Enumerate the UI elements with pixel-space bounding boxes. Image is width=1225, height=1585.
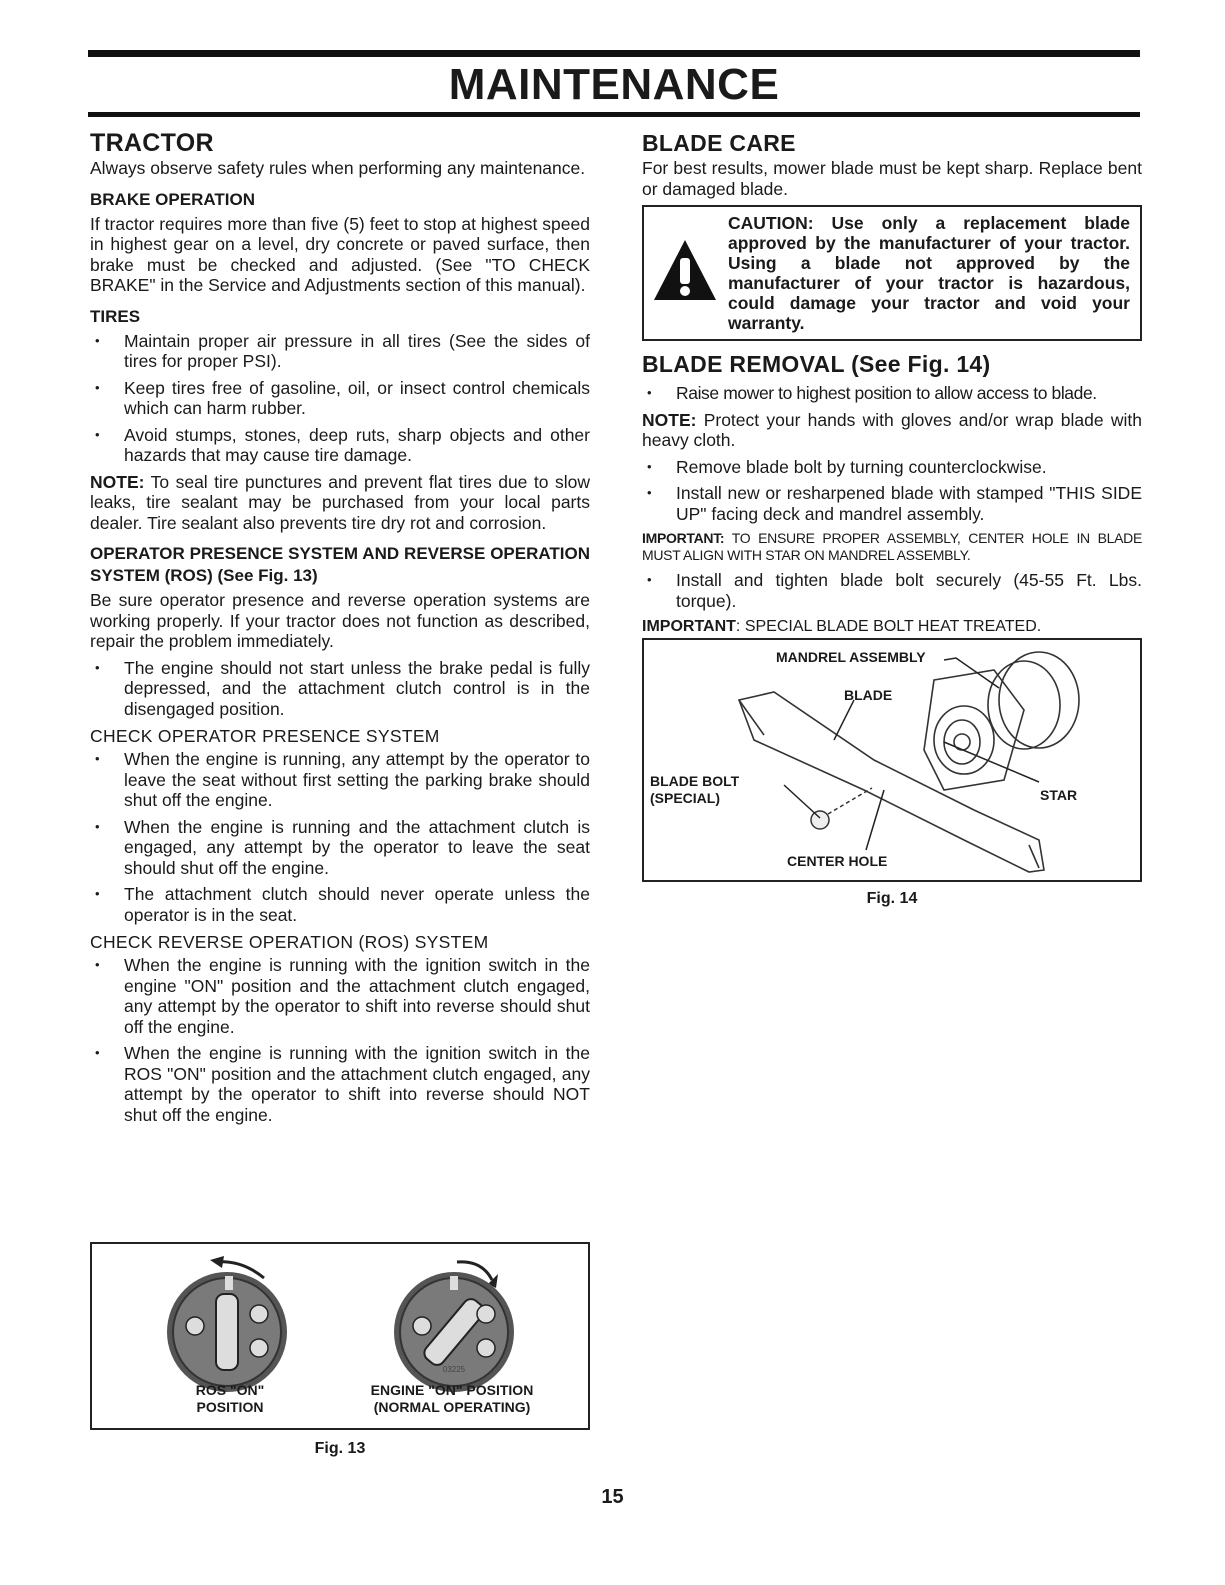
list-item: • When the engine is running, any attempt by the operator to leave the seat without first setting the parking brake should shut off the engine. <box>90 749 590 811</box>
ignition-switch-figure <box>92 1244 588 1428</box>
fig14-illustration <box>642 638 1142 882</box>
blade-assembly-figure <box>644 640 1140 880</box>
list-item: • When the engine is running and the attachment clutch is engaged, any attempt by the operator to leave the seat should shut off the engine. <box>90 817 590 879</box>
important-label: IMPORTANT: <box>642 530 725 546</box>
check-ops-heading: CHECK OPERATOR PRESENCE SYSTEM <box>90 726 440 746</box>
tires-heading: TIRES <box>90 306 141 326</box>
page-number: 15 <box>601 1486 624 1508</box>
list-item: • The attachment clutch should never operate unless the operator is in the seat. <box>90 884 590 925</box>
note-label: NOTE: <box>90 471 145 492</box>
left-column <box>90 128 590 1131</box>
ros-on-label: ROS "ON" <box>195 1382 265 1398</box>
mandrel-icon <box>924 652 1079 790</box>
blade-icon <box>739 692 1044 872</box>
fig13-caption: Fig. 13 <box>314 1440 366 1457</box>
ros-position-label: POSITION <box>196 1399 264 1415</box>
right-column <box>642 128 1142 644</box>
list-item: • When the engine is running with the ignition switch in the engine "ON" position and the attachment clutch engaged, any attempt by the operator to shift into reverse should shut off the engine. <box>90 955 590 1037</box>
blade-removal-heading: BLADE REMOVAL (See Fig. 14) <box>642 351 991 377</box>
page-title: MAINTENANCE <box>448 60 780 109</box>
blade-removal-list-3 <box>642 570 1142 611</box>
blade-label: BLADE <box>844 687 893 703</box>
list-item: • When the engine is running with the ignition switch in the ROS "ON" position and the attachment clutch engaged, any attempt by the operator to shift into reverse should NOT shut off the engine. <box>90 1043 590 1125</box>
important-heat-treated <box>642 617 1142 638</box>
brake-text: If tractor requires more than five (5) feet to stop at highest speed in highest gear on a level, dry concrete or paved surface, then brake must be checked and adjusted. (See "TO CHECK BRAKE" in the Service and Adjustments section of this manual). <box>90 213 590 295</box>
blade-removal-list-1 <box>642 383 1142 404</box>
check-ops-list <box>90 749 590 925</box>
list-item: • The engine should not start unless the brake pedal is fully depressed, and the attachment clutch control is in the disengaged position. <box>90 658 590 720</box>
engine-on-label: ENGINE "ON" POSITION <box>370 1382 534 1398</box>
ros-switch-icon <box>167 1256 287 1392</box>
figure-code: 03225 <box>442 1365 466 1374</box>
note-label: NOTE: <box>642 409 697 430</box>
list-item: • Install and tighten blade bolt securely (45-55 Ft. Lbs. torque). <box>642 570 1142 611</box>
important-text: TO ENSURE PROPER ASSEMBLY, CENTER HOLE IN BLADE MUST ALIGN WITH STAR ON MANDREL ASSEMBLY. <box>642 530 1142 563</box>
important-label: IMPORTANT <box>642 618 736 635</box>
ops-text: Be sure operator presence and reverse operation systems are working properly. If your tractor does not function as described, repair the problem immediately. <box>90 590 590 651</box>
list-item: • Avoid stumps, stones, deep ruts, sharp objects and other hazards that may cause tire damage. <box>90 425 590 466</box>
ops-list <box>90 658 590 720</box>
tires-list <box>90 331 590 466</box>
check-ros-heading: CHECK REVERSE OPERATION (ROS) SYSTEM <box>90 932 489 952</box>
star-label: STAR <box>1040 787 1078 803</box>
normal-operating-label: (NORMAL OPERATING) <box>373 1399 531 1415</box>
center-hole-label: CENTER HOLE <box>787 853 888 869</box>
list-item: • Install new or resharpened blade with stamped "THIS SIDE UP" facing deck and mandrel assembly. <box>642 483 1142 524</box>
blade-removal-list-2 <box>642 457 1142 525</box>
blade-care-heading: BLADE CARE <box>642 130 796 156</box>
important-center-hole <box>642 530 1142 564</box>
important-text: : SPECIAL BLADE BOLT HEAT TREATED. <box>735 618 1042 635</box>
header-rule-bottom <box>88 112 1140 117</box>
tractor-heading: TRACTOR <box>90 129 214 157</box>
mandrel-assembly-label: MANDREL ASSEMBLY <box>776 649 926 665</box>
blade-care-text: For best results, mower blade must be kept sharp. Replace bent or damaged blade. <box>642 158 1142 199</box>
note-text: Protect your hands with gloves and/or wrap blade with heavy cloth. <box>642 409 1142 450</box>
blade-removal-note <box>642 410 1142 451</box>
blade-bolt-label: BLADE BOLT <box>650 773 740 789</box>
blade-bolt-special-label: (SPECIAL) <box>650 790 720 806</box>
list-item: • Remove blade bolt by turning counterclockwise. <box>642 457 1142 478</box>
header-rule-top <box>88 50 1140 57</box>
warning-icon <box>650 236 728 311</box>
check-ros-list <box>90 955 590 1125</box>
caution-box <box>642 205 1142 341</box>
brake-heading: BRAKE OPERATION <box>90 189 255 209</box>
fig14-caption: Fig. 14 <box>866 890 918 907</box>
list-item: • Maintain proper air pressure in all tires (See the sides of tires for proper PSI). <box>90 331 590 372</box>
tires-note <box>90 472 590 534</box>
bolt-icon <box>811 788 872 829</box>
ops-heading: OPERATOR PRESENCE SYSTEM AND REVERSE OPERATION SYSTEM (ROS) (See Fig. 13) <box>90 544 590 585</box>
note-text: To seal tire punctures and prevent flat tires due to slow leaks, tire sealant may be purchased from your local parts dealer. Tire sealant also prevents tire dry rot and corrosion. <box>90 471 590 533</box>
list-item: • Keep tires free of gasoline, oil, or insect control chemicals which can harm rubber. <box>90 378 590 419</box>
list-item: • Raise mower to highest position to allow access to blade. <box>642 383 1142 404</box>
fig13-illustration <box>90 1242 590 1430</box>
tractor-intro: Always observe safety rules when performing any maintenance. <box>90 158 586 178</box>
caution-text: CAUTION: Use only a replacement blade approved by the manufacturer of your tractor. Using a blade not approved by the manufacturer of your tractor is hazardous, could damage your tractor and void your warranty. <box>728 213 1130 333</box>
